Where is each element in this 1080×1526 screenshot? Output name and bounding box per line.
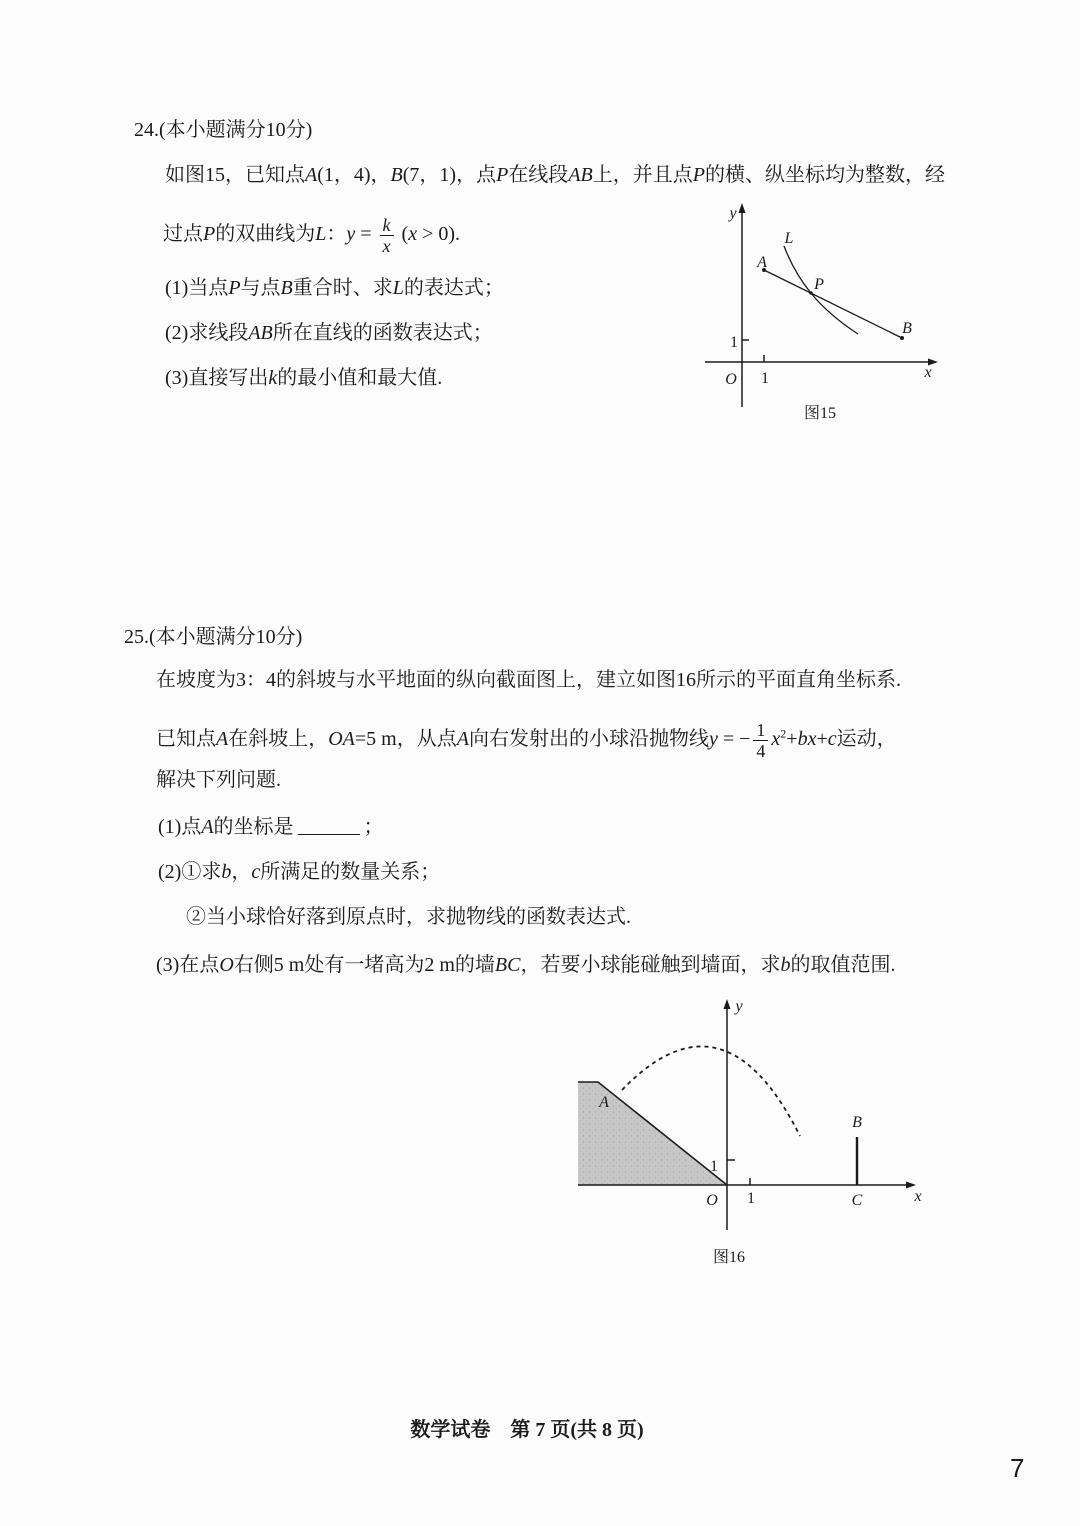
text-run: = [355, 223, 377, 246]
math-variable: b [221, 861, 232, 883]
fraction-numerator: 1 [753, 720, 768, 741]
text-run: 已知点 [156, 728, 216, 751]
figure-15 [695, 195, 950, 430]
fraction-denominator: x [382, 236, 391, 256]
math-variable: A [456, 728, 469, 751]
text-run: 在坡度为3：4的斜坡与水平地面的纵向截面图上，建立如图16所示的平面直角坐标系. [156, 669, 901, 691]
page-number: 7 [1010, 1453, 1025, 1483]
math-variable: b [780, 954, 791, 976]
text-run: (3)直接写出 [165, 367, 269, 389]
text-run: 与点 [240, 277, 281, 299]
curve-l-label: L [784, 230, 794, 247]
text-run: ： [326, 223, 347, 246]
text-run: ， [231, 861, 252, 883]
point-p-label: P [814, 276, 824, 293]
text-run: 在线段 [508, 164, 569, 186]
point-b-label: B [902, 320, 912, 337]
figure-15-caption: 图15 [803, 405, 837, 422]
x-unit-label: 1 [761, 370, 769, 387]
text-run: (1，4)， [317, 164, 391, 186]
fraction [380, 215, 394, 256]
y-unit-label: 1 [710, 1158, 718, 1175]
q25-part-2-1 [158, 860, 440, 884]
math-variable: BC [494, 954, 521, 976]
text-run: > 0). [417, 223, 461, 246]
point-a-label: A [757, 254, 767, 271]
text-run: ( [396, 223, 409, 246]
point-c-label: C [851, 1192, 863, 1209]
y-axis-arrow-icon [724, 999, 731, 1009]
q24-stem-line-2 [163, 215, 460, 256]
point-p-dot [809, 291, 813, 295]
q25-stem-line-2 [156, 720, 897, 761]
text-run: 运动， [836, 728, 897, 751]
math-variable: AB [568, 164, 593, 186]
text-run: + [816, 728, 828, 751]
y-unit-label: 1 [730, 334, 738, 351]
math-variable: A [305, 164, 318, 186]
q25-stem-line-3 [156, 768, 281, 792]
math-variable: k [268, 367, 278, 389]
math-variable: A [201, 816, 214, 838]
q25-part-3 [156, 953, 895, 977]
point-a-label: A [599, 1094, 609, 1111]
text-run: + [786, 728, 798, 751]
text-run: (1)当点 [165, 277, 229, 299]
text-run: 重合时、求 [292, 277, 393, 299]
math-variable: P [496, 164, 509, 186]
text-run: =5 m，从点 [354, 728, 457, 751]
math-variable: P [228, 277, 241, 299]
q25-header: 25.(本小题满分10分) [124, 626, 303, 648]
math-variable: y [346, 223, 356, 246]
text-run: 解决下列问题. [156, 769, 281, 791]
math-variable: c [827, 728, 837, 751]
answer-blank [298, 816, 360, 835]
text-run: 的取值范围. [790, 954, 896, 976]
text-run: ②当小球恰好落到原点时，求抛物线的函数表达式. [186, 906, 631, 928]
math-variable: L [315, 223, 327, 246]
x-axis-label: x [924, 364, 932, 381]
q25-part-2-2 [186, 905, 631, 929]
point-b-label: B [852, 1114, 862, 1131]
text-run: 右侧5 m处有一堵高为2 m的墙 [233, 954, 495, 976]
x-unit-label: 1 [747, 1190, 755, 1207]
segment-ab [764, 270, 902, 338]
math-variable: c [251, 861, 261, 883]
math-variable: x [408, 223, 418, 246]
x-axis-label: x [914, 1188, 922, 1205]
text-run: 的横、纵坐标均为整数，经 [704, 164, 945, 186]
math-variable: O [219, 954, 234, 976]
text-run: 所满足的数量关系； [260, 861, 441, 883]
fraction-denominator: 4 [756, 741, 766, 761]
math-variable: P [203, 223, 216, 246]
text-run: 过点 [163, 223, 203, 246]
text-run: (2)求线段 [165, 322, 249, 344]
q25-part-1 [158, 815, 384, 839]
math-variable: AB [248, 322, 273, 344]
math-variable: A [216, 728, 229, 751]
math-variable: L [392, 277, 404, 299]
text-run: (2)①求 [158, 861, 222, 883]
fraction [753, 720, 768, 761]
text-run: (1)点 [158, 816, 202, 838]
text-run: ，若要小球能碰触到墙面，求 [520, 954, 781, 976]
y-axis-arrow-icon [739, 203, 746, 213]
text-run: 的坐标是 [213, 816, 294, 838]
y-axis-label: y [729, 205, 737, 222]
q24-part-3 [165, 366, 442, 390]
math-variable: OA [328, 728, 355, 751]
q24-stem-line-1 [165, 163, 945, 187]
text-run: (3)在点 [156, 954, 220, 976]
page-footer: 数学试卷 第 7 页(共 8 页) [410, 1419, 644, 1441]
q24-header: 24.(本小题满分10分) [134, 119, 313, 141]
q24-part-2 [165, 321, 493, 345]
text-run: 的最小值和最大值. [277, 367, 443, 389]
text-run: 所在直线的函数表达式； [272, 322, 493, 344]
math-variable: P [692, 164, 705, 186]
text-run: 向右发射出的小球沿抛物线 [468, 728, 709, 751]
origin-label: O [706, 1192, 718, 1209]
text-run: 的表达式； [403, 277, 504, 299]
text-run: = − [717, 728, 751, 751]
text-run: 在斜坡上， [228, 728, 329, 751]
math-variable: bx [797, 728, 817, 751]
math-variable: x [771, 728, 781, 751]
q24-part-1 [165, 276, 504, 300]
text-run: 的双曲线为 [215, 223, 316, 246]
text-run: 如图15，已知点 [165, 164, 305, 186]
text-run: 上，并且点 [592, 164, 693, 186]
figure-16 [570, 990, 930, 1275]
origin-label: O [725, 371, 737, 388]
q25-stem-line-1 [156, 668, 901, 692]
y-axis-label: y [735, 998, 743, 1015]
math-variable: y [708, 728, 718, 751]
text-run: ； [363, 816, 384, 838]
math-variable: B [390, 164, 403, 186]
math-variable: B [280, 277, 293, 299]
figure-16-caption: 图16 [712, 1249, 746, 1266]
superscript: 2 [780, 726, 787, 741]
text-run: (7，1)，点 [402, 164, 497, 186]
fraction-numerator: k [380, 215, 394, 236]
